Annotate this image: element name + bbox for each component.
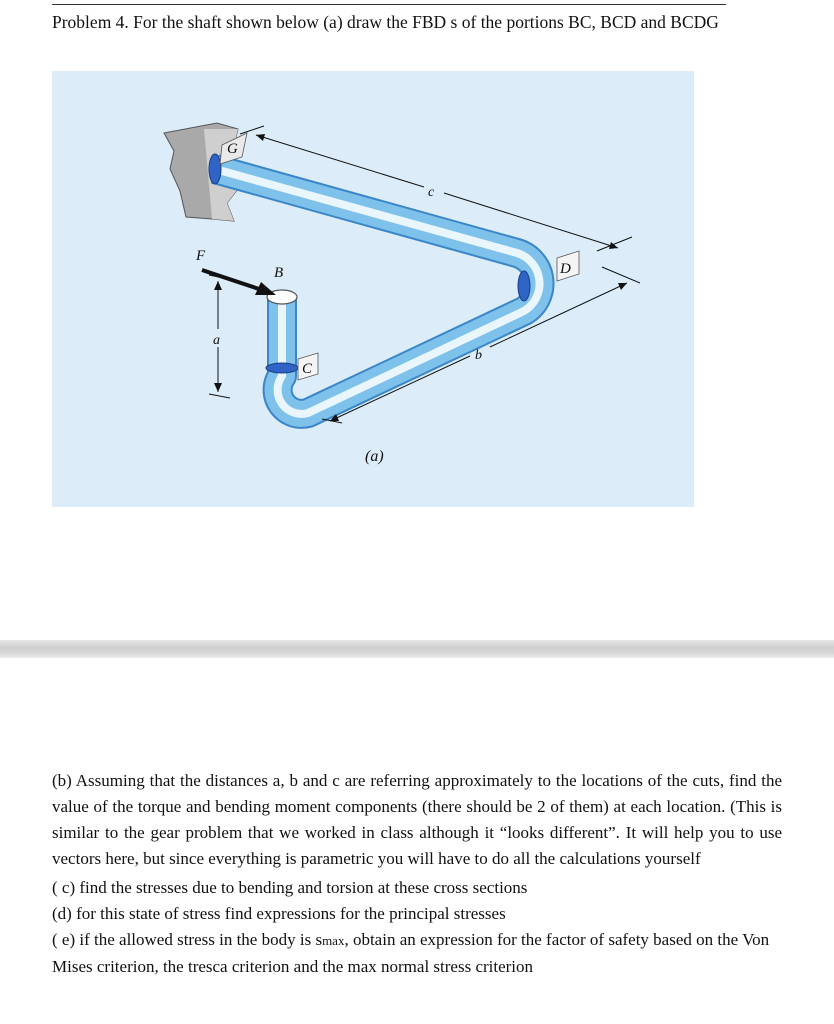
force-F-arrow: [202, 270, 276, 295]
label-B: B: [274, 265, 284, 281]
part-e-text: [52, 927, 782, 980]
end-G: [209, 154, 221, 184]
svg-text:C: C: [302, 361, 313, 377]
problem-title: Problem 4. For the shaft shown below (a) draw the FBD s of the portions BC, BCD and BCDG: [52, 12, 719, 32]
svg-text:D: D: [560, 261, 571, 277]
top-rule: [52, 4, 726, 5]
shaft-figure: [52, 71, 694, 507]
section-D: [518, 271, 530, 301]
label-c: c: [428, 185, 435, 200]
smax-subscript: max: [322, 933, 345, 948]
part-c-text: ( c) find the stresses due to bending and torsion at these cross sections: [52, 878, 528, 897]
label-D: [557, 251, 579, 281]
problem-parts: [52, 768, 782, 980]
shaft-diagram: [52, 71, 694, 507]
label-F: F: [196, 248, 206, 264]
section-C: [266, 363, 298, 373]
svg-text:G: G: [227, 141, 238, 157]
part-e-lead: ( e) if the allowed stress in the body is s: [52, 930, 323, 949]
part-d-text: (d) for this state of stress find expressions for the principal stresses: [52, 904, 506, 923]
label-b: b: [475, 348, 482, 363]
label-C: [298, 353, 318, 380]
label-a: a: [213, 333, 220, 348]
part-e-rest: , obtain an expression for the factor of safety based on the Von Mises criterion, the tresca criterion and the max normal stress criterion: [52, 930, 770, 976]
part-b-text: (b) Assuming that the distances a, b and c are referring approximately to the locations of the cuts, find the value of the torque and bending moment components (there should be 2 of them) at each location. (This is similar to the gear problem that we worked in class although it “looks different”. It will help you to use vectors here, but since everything is parametric you will have to do all the calculations yourself: [52, 771, 782, 868]
page-break: [0, 640, 834, 658]
figure-caption: (a): [365, 448, 384, 465]
